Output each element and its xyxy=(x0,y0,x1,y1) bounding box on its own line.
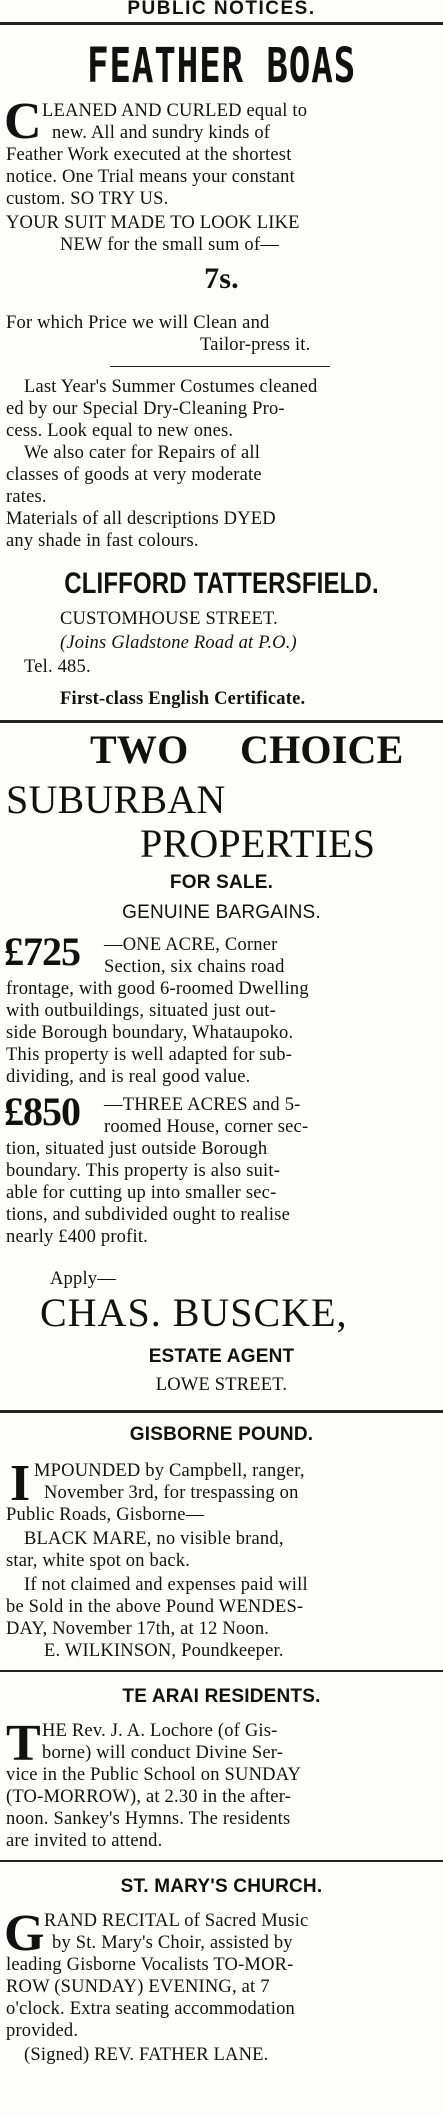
public-notices-heading: PUBLIC NOTICES. xyxy=(127,0,316,19)
agent-title: ESTATE AGENT xyxy=(148,1346,295,1367)
pound-dropcap: I xyxy=(10,1455,31,1512)
st-marys-line: o'clock. Extra seating accommodation xyxy=(6,1999,295,2019)
te-arai-line: HE Rev. J. A. Lochore (of Gis- xyxy=(42,1721,278,1741)
feather-body-line: rates. xyxy=(6,487,47,507)
business-telephone: Tel. 485. xyxy=(24,657,91,677)
agent-name: CHAS. BUSCKE, xyxy=(40,1290,348,1335)
heading-two: TWO xyxy=(90,727,189,772)
property-two-line: tions, and subdivided ought to realise xyxy=(6,1205,291,1225)
property-one-line: with outbuildings, situated just out- xyxy=(6,1001,276,1021)
te-arai-line: noon. Sankey's Hymns. The residents xyxy=(6,1809,291,1829)
feather-line: Feather Work executed at the shortest xyxy=(6,145,292,165)
clean-line: Tailor-press it. xyxy=(200,335,311,355)
te-arai-line: (TO-MORROW), at 2.30 in the after- xyxy=(6,1787,292,1807)
property-one-line: Section, six chains road xyxy=(104,957,285,977)
pound-line: If not claimed and expenses paid will xyxy=(24,1575,308,1595)
pound-line: E. WILKINSON, Poundkeeper. xyxy=(44,1641,284,1661)
feather-body-line: Last Year's Summer Costumes cleaned xyxy=(24,377,318,397)
st-marys-line: ROW (SUNDAY) EVENING, at 7 xyxy=(6,1977,270,1997)
feather-body-line: Materials of all descriptions DYED xyxy=(6,509,276,529)
st-marys-line: by St. Mary's Choir, assisted by xyxy=(52,1933,293,1953)
st-marys-line: RAND RECITAL of Sacred Music xyxy=(44,1911,309,1931)
feather-boas-title: FEATHER BOAS xyxy=(86,38,357,94)
pound-line: November 3rd, for trespassing on xyxy=(44,1483,299,1503)
notice-divider xyxy=(0,720,443,723)
pound-line: be Sold in the above Pound WENDES- xyxy=(6,1597,304,1617)
property-one-line: frontage, with good 6-roomed Dwelling xyxy=(6,979,309,999)
price-850: £850 xyxy=(4,1089,80,1134)
te-arai-dropcap: T xyxy=(6,1715,41,1772)
price-725: £725 xyxy=(4,929,80,974)
property-one-line: side Borough boundary, Whataupoko. xyxy=(6,1023,294,1043)
feather-line: new. All and sundry kinds of xyxy=(52,123,271,143)
business-street: CUSTOMHOUSE STREET. xyxy=(60,609,278,629)
pound-line: star, white spot on back. xyxy=(6,1551,191,1571)
st-marys-signature: (Signed) REV. FATHER LANE. xyxy=(24,2045,269,2065)
st-marys-heading: ST. MARY'S CHURCH. xyxy=(120,1876,323,1897)
property-two-line: roomed House, corner sec- xyxy=(104,1117,309,1137)
st-marys-line: leading Gisborne Vocalists TO-MOR- xyxy=(6,1955,294,1975)
agent-street: LOWE STREET. xyxy=(155,1375,288,1395)
pound-line: Public Roads, Gisborne— xyxy=(6,1505,205,1525)
business-name: CLIFFORD TATTERSFIELD. xyxy=(64,567,379,600)
te-arai-line: borne) will conduct Divine Ser- xyxy=(42,1743,284,1763)
heading-choice: CHOICE xyxy=(240,727,404,772)
te-arai-heading: TE ARAI RESIDENTS. xyxy=(122,1686,321,1707)
business-location-note: (Joins Gladstone Road at P.O.) xyxy=(60,633,297,653)
st-marys-dropcap: G xyxy=(4,1905,45,1962)
property-two-line: tion, situated just outside Borough xyxy=(6,1139,268,1159)
suit-line: NEW for the small sum of— xyxy=(60,235,279,255)
te-arai-line: vice in the Public School on SUNDAY xyxy=(6,1765,302,1785)
apply-line: Apply— xyxy=(50,1269,116,1289)
pound-line: MPOUNDED by Campbell, ranger, xyxy=(34,1461,305,1481)
feather-dropcap: C xyxy=(4,93,42,150)
genuine-bargains-line: GENUINE BARGAINS. xyxy=(122,902,321,923)
pound-heading: GISBORNE POUND. xyxy=(129,1424,314,1445)
property-one-line: —ONE ACRE, Corner xyxy=(104,935,278,955)
te-arai-line: are invited to attend. xyxy=(6,1831,163,1851)
pound-line: BLACK MARE, no visible brand, xyxy=(24,1529,284,1549)
property-one-line: This property is well adapted for sub- xyxy=(6,1045,293,1065)
suit-price: 7s. xyxy=(204,262,239,295)
feather-body-line: any shade in fast colours. xyxy=(6,531,199,551)
heading-properties: PROPERTIES xyxy=(140,821,376,866)
property-two-line: —THREE ACRES and 5- xyxy=(104,1095,301,1115)
feather-body-line: cess. Look equal to new ones. xyxy=(6,421,234,441)
notice-divider xyxy=(0,1860,443,1862)
property-two-line: boundary. This property is also suit- xyxy=(6,1161,281,1181)
heading-suburban: SUBURBAN xyxy=(6,777,226,822)
feather-body-line: classes of goods at very moderate xyxy=(6,465,262,485)
notice-divider xyxy=(0,1670,443,1672)
notice-divider xyxy=(0,1410,443,1413)
feather-body-line: We also cater for Repairs of all xyxy=(24,443,261,463)
feather-line: notice. One Trial means your constant xyxy=(6,167,295,187)
feather-line: LEANED AND CURLED equal to xyxy=(42,101,308,121)
feather-line: custom. SO TRY US. xyxy=(6,189,169,209)
st-marys-line: provided. xyxy=(6,2021,79,2041)
property-two-line: able for cutting up into smaller sec- xyxy=(6,1183,277,1203)
pound-line: DAY, November 17th, at 12 Noon. xyxy=(6,1619,270,1639)
property-one-line: dividing, and is real good value. xyxy=(6,1067,251,1087)
for-sale-line: FOR SALE. xyxy=(169,872,274,893)
suit-line: YOUR SUIT MADE TO LOOK LIKE xyxy=(6,213,300,233)
property-two-line: nearly £400 profit. xyxy=(6,1227,148,1247)
masthead-rule xyxy=(0,22,443,25)
clean-line: For which Price we will Clean and xyxy=(6,313,270,333)
feather-divider xyxy=(110,366,330,367)
certificate-line: First-class English Certificate. xyxy=(60,689,306,709)
feather-body-line: ed by our Special Dry-Cleaning Pro- xyxy=(6,399,285,419)
